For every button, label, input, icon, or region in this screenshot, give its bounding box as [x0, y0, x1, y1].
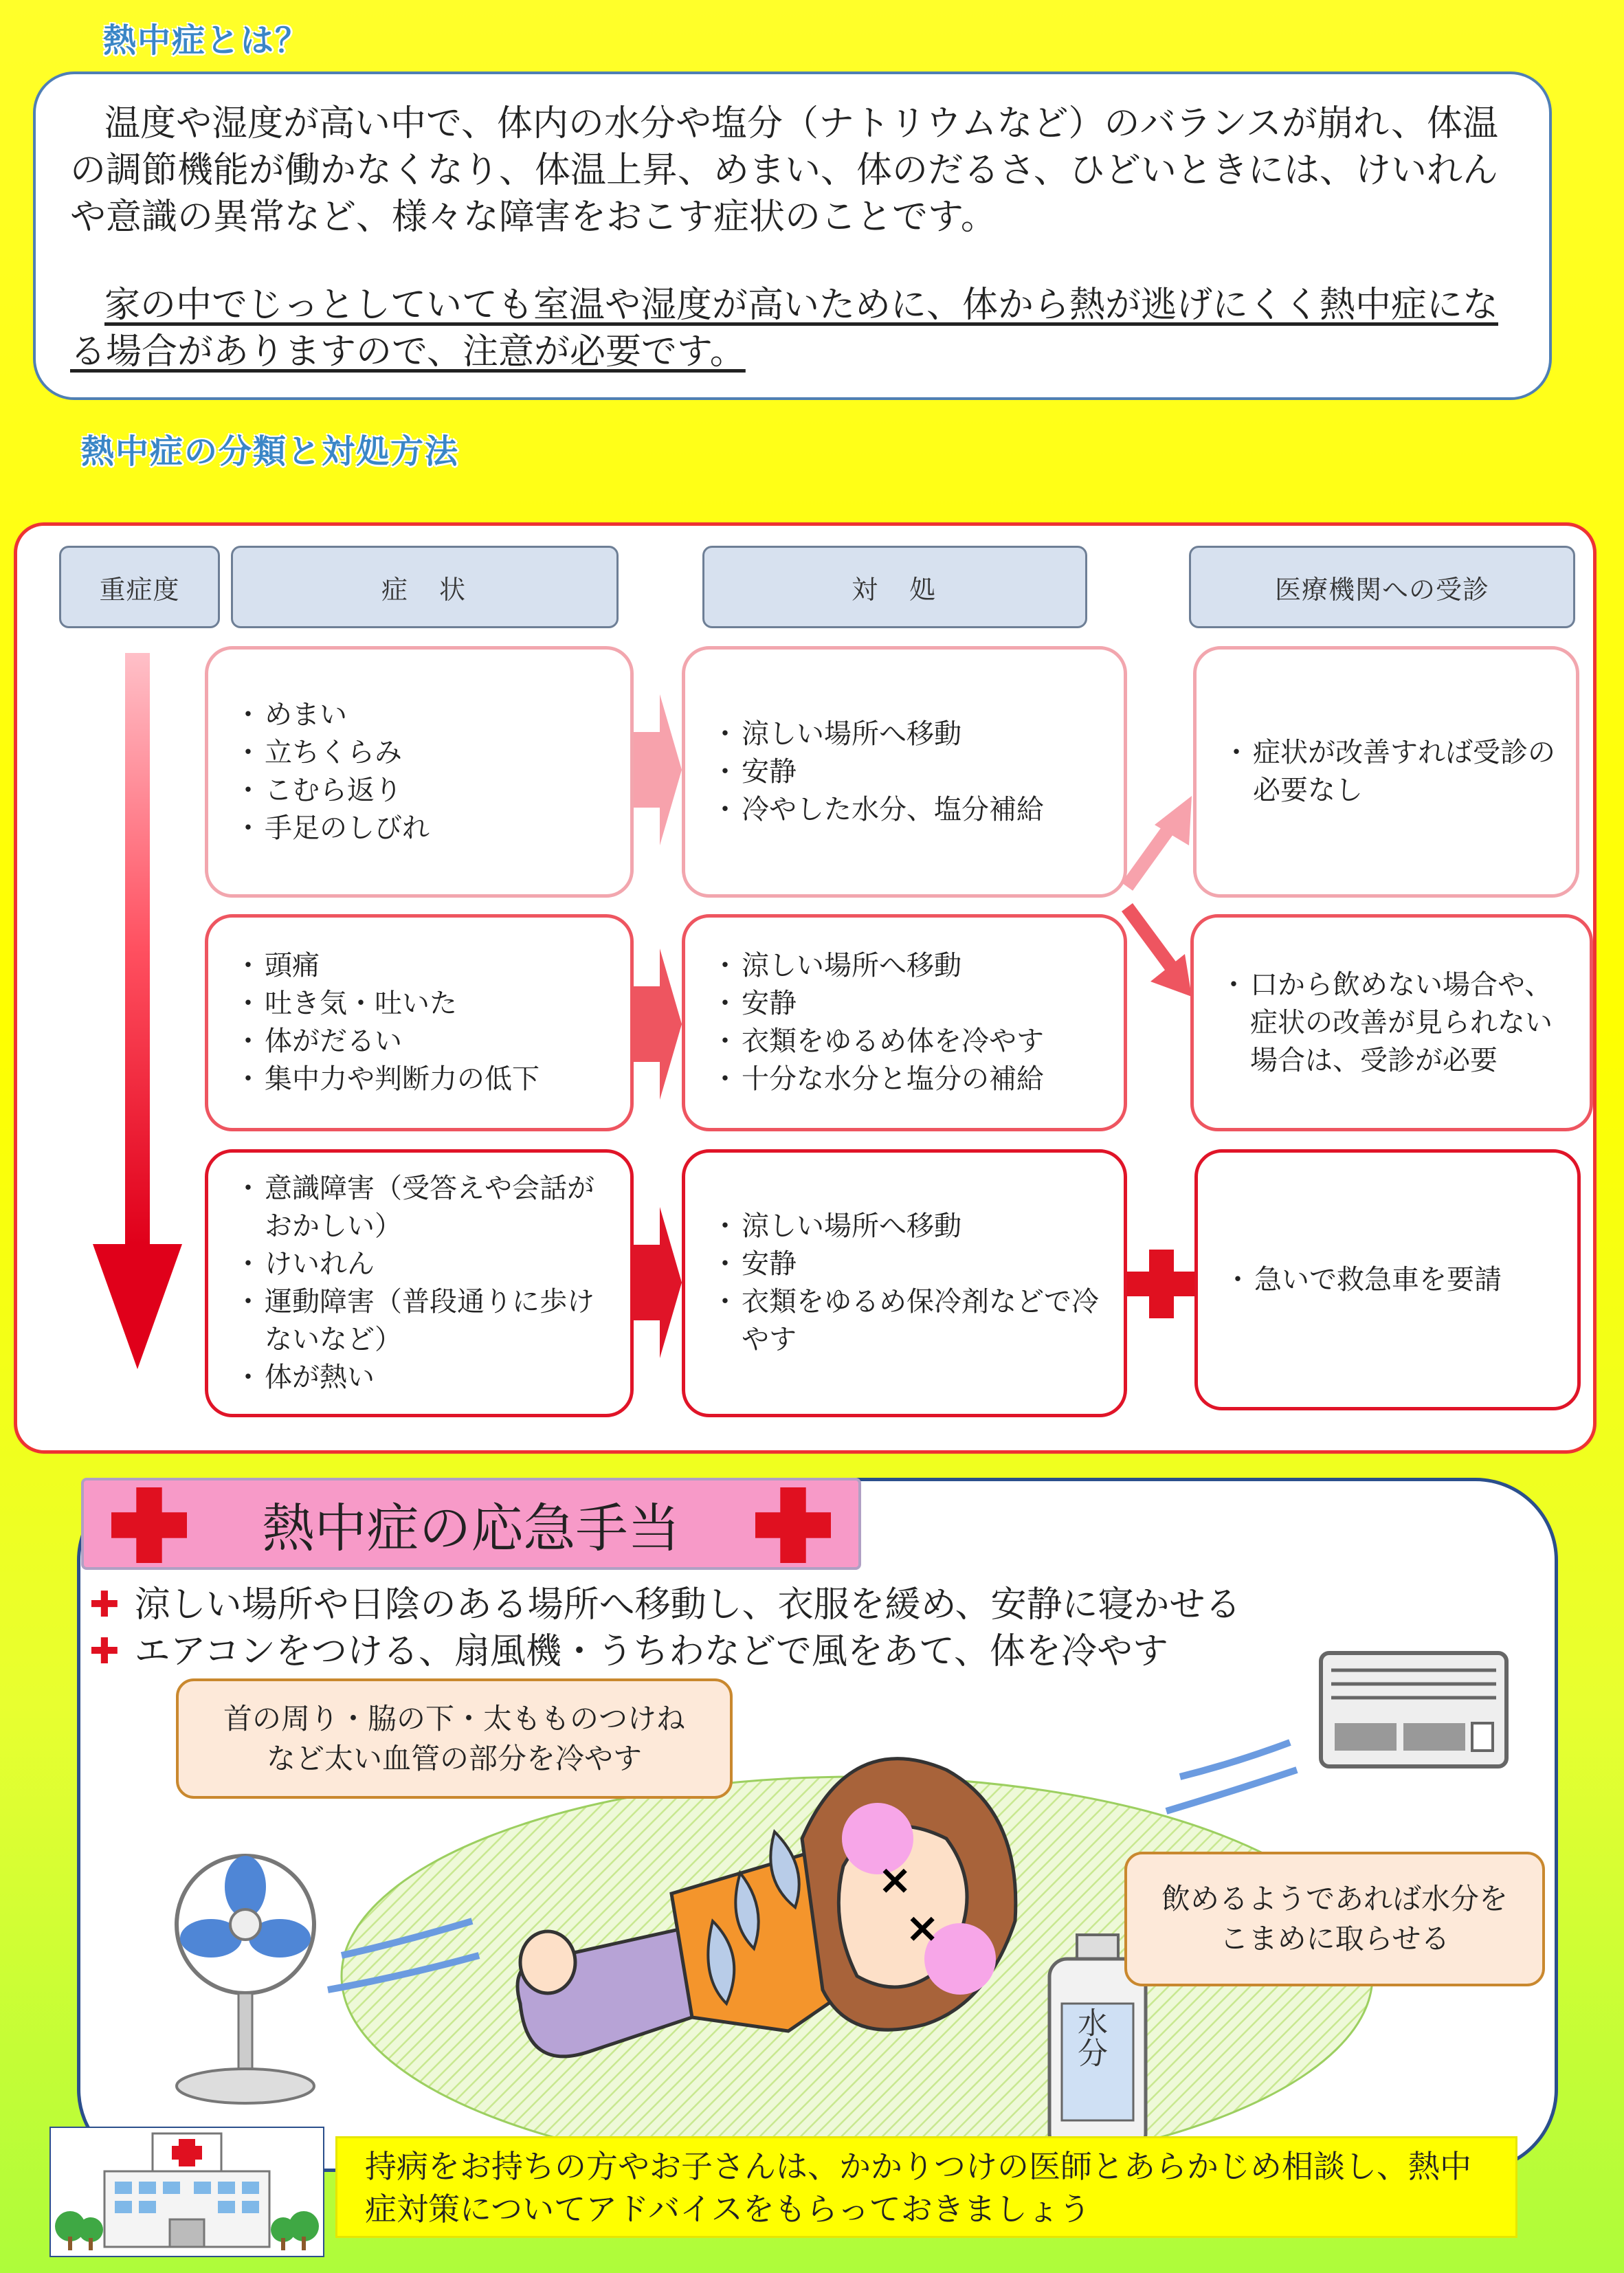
row1-medical: ・ 症状が改善すれば受診の必要なし — [1235, 734, 1562, 810]
svg-text:×: × — [878, 1856, 913, 1904]
row1-symptom: ・ 手足のしびれ — [247, 810, 430, 847]
column-header-symptoms: 症 状 — [231, 546, 619, 628]
row1-treatment: ・ 冷やした水分、塩分補給 — [724, 791, 1044, 829]
section-heading-what-is: 熱中症とは？ — [103, 21, 310, 60]
row2-treatment: ・ 衣類をゆるめ体を冷やす — [724, 1023, 1044, 1061]
row2-treatment: ・ 十分な水分と塩分の補給 — [724, 1061, 1044, 1098]
row3-symptom: ・ けいれん — [247, 1245, 616, 1283]
first-aid-point-2: ✚ エアコンをつける、扇風機・うちわなどで風をあて、体を冷やす — [89, 1631, 1168, 1672]
row1-arrow-icon — [634, 694, 682, 845]
first-aid-point-1: ✚ 涼しい場所や日陰のある場所へ移動し、衣服を緩め、安静に寝かせる — [89, 1584, 1241, 1626]
row3-symptom: ・ 運動障害（普段通りに歩けないなど） — [247, 1283, 616, 1359]
intro-paragraph-2: 家の中でじっとしていても室温や湿度が高いために、体から熱が逃げにくく熱中症になる場合がありますので、注意が必要です。 — [70, 285, 1499, 373]
column-header-medical: 医療機関への受診 — [1189, 546, 1575, 628]
hospital-icon — [49, 2127, 324, 2257]
row3-medical: ・ 急いで救急車を要請 — [1236, 1261, 1502, 1299]
cross-bullet-icon: ✚ — [89, 1584, 120, 1626]
row2-symptom: ・ 体がだるい — [247, 1023, 540, 1061]
row2-treatment-box — [682, 914, 1127, 1131]
row3-symptoms-box — [205, 1149, 634, 1417]
bottle-label: 水分 — [1072, 2007, 1107, 2067]
row1-symptoms-box — [205, 646, 634, 898]
advice-note: 持病をお持ちの方やお子さんは、かかりつけの医師とあらかじめ相談し、熱中症対策についてアドバイスをもらっておきましょう — [335, 2136, 1517, 2238]
first-aid-title — [81, 1478, 861, 1570]
cross-bullet-icon: ✚ — [89, 1631, 120, 1672]
row1-symptom: ・ こむら返り — [247, 772, 430, 810]
row3-arrow-icon — [634, 1207, 682, 1358]
row3-symptom: ・ 体が熱い — [247, 1359, 616, 1397]
section-heading-classification: 熱中症の分類と対処方法 — [81, 432, 460, 471]
column-header-severity: 重症度 — [59, 546, 220, 628]
row2-medical: ・ 口から飲めない場合や、症状の改善が見られない場合は、受診が必要 — [1232, 966, 1569, 1080]
row2-symptom: ・ 集中力や判断力の低下 — [247, 1061, 540, 1098]
row2-symptom: ・ 頭痛 — [247, 947, 540, 985]
intro-box — [33, 71, 1552, 400]
speech-bubble-hydration: 飲めるようであれば水分をこまめに取らせる — [1124, 1852, 1545, 1986]
red-cross-icon — [111, 1487, 187, 1563]
row2-medical-box — [1190, 914, 1593, 1131]
row2-arrow-icon — [634, 949, 682, 1100]
air-conditioner-icon — [1321, 1653, 1506, 1766]
speech-bubble-cooling: 首の周り・脇の下・太もものつけねなど太い血管の部分を冷やす — [176, 1678, 733, 1799]
row3-medical-box — [1194, 1149, 1581, 1410]
row1-treatment: ・ 安静 — [724, 753, 1044, 791]
row1-symptom: ・ 立ちくらみ — [247, 734, 430, 772]
intro-paragraph-1: 温度や湿度が高い中で、体内の水分や塩分（ナトリウムなど）のバランスが崩れ、体温の調節機能が働かなくなり、体温上昇、めまい、体のだるさ、ひどいときには、けいれんや意識の異常など、様々な障害をおこす症状のことです。 — [70, 103, 1499, 238]
row1-treatment: ・ 涼しい場所へ移動 — [724, 716, 1044, 753]
svg-text:×: × — [905, 1904, 940, 1952]
row2-treatment: ・ 涼しい場所へ移動 — [724, 947, 1044, 985]
red-cross-icon — [755, 1487, 831, 1563]
severity-arrow-icon — [89, 653, 186, 1375]
row3-treatment: ・ 衣類をゆるめ保冷剤などで冷やす — [724, 1283, 1110, 1359]
row3-treatment-box — [682, 1149, 1127, 1417]
row2-symptoms-box — [205, 914, 634, 1131]
first-aid-title-text: 熱中症の応急手当 — [262, 1497, 680, 1559]
diagonal-arrows-icon — [1120, 790, 1196, 1010]
row2-treatment: ・ 安静 — [724, 985, 1044, 1023]
row1-symptom: ・ めまい — [247, 696, 430, 734]
row3-treatment: ・ 安静 — [724, 1245, 1110, 1283]
fan-icon — [177, 1856, 314, 2103]
row1-medical-box — [1193, 646, 1579, 898]
column-header-treatment: 対 処 — [702, 546, 1087, 628]
first-aid-panel — [77, 1478, 1558, 2172]
row1-treatment-box — [682, 646, 1127, 898]
row2-symptom: ・ 吐き気・吐いた — [247, 985, 540, 1023]
row3-symptom: ・ 意識障害（受答えや会話がおかしい） — [247, 1170, 616, 1245]
row3-treatment: ・ 涼しい場所へ移動 — [724, 1208, 1110, 1245]
red-cross-icon — [1127, 1250, 1196, 1318]
